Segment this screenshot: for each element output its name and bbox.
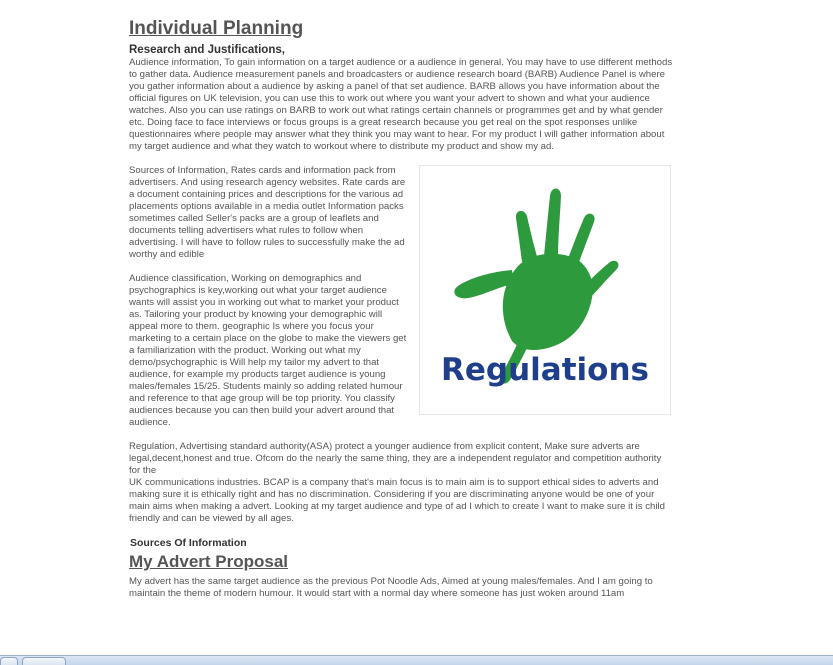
taskbar xyxy=(0,655,833,665)
paragraph-regulation-continued: UK communications industries. BCAP is a company that's main focus is to main aim is to support ethical sides to adverts and making sure it is ethically right and has no discrimination. Considering if you are discriminating anyone would be one of your main aims when making a advert. Looking at my target audience and type of ad I which to create I want to make sure it is child friendly and can be viewed by all ages. xyxy=(129,477,665,524)
section-title-research: Research and Justifications, xyxy=(129,44,285,56)
paragraph-audience-information: Audience information, To gain information on a target audience or a audience in general. You may have to use different methods to gather data. Audience measurement panels and broadcasters or audience research board (BARB) Audience Panel is where you gather information about a audience by asking a panel of that set audience. BARB allows you have information about the official figures on UK television, you can use this to work out where you want your advert to shown and what your audience watches. Also you can use ratings on BARB to work out what ratings certain channels or programmes get and by what gender etc. Doing face to face interviews or focus groups is a great research because you get real on the spot responses unlike questionnaires where people may answer what they think you may want to hear. For my product I will gather information about my target audience and what they watch to workout where to distribute my product and show my ad. xyxy=(129,57,673,152)
sources-heading: Sources Of Information xyxy=(130,537,247,549)
page-title: Individual Planning xyxy=(129,18,304,39)
paragraph-regulation: Regulation, Advertising standard authority(ASA) protect a younger audience from explicit content, Make sure adverts are legal,decent,honest and true. Ofcom do the nearly the same thing, they are a independent regulator and competition authority for the xyxy=(129,441,662,476)
paragraph-proposal: My advert has the same target audience as the previous Pot Noodle Ads, Aimed at young males/females. And I am going to maintain the theme of modern humour. It would start with a normal day where someone has just woken around 11am xyxy=(129,576,653,599)
document-content xyxy=(129,18,674,612)
taskbar-app-button[interactable] xyxy=(22,657,66,665)
paragraph-sources: Sources of Information, Rates cards and information pack from advertisers. And using research agency websites. Rate cards are a document containing prices and descriptions for the various ad placements options available in a media outlet Information packs sometimes called Seller's packs are a group of leaflets and documents telling advertisers what rules to follow when advertising. I will have to follow rules to successfully make the ad worthy and edible xyxy=(129,165,406,260)
paragraph-classification: Audience classification, Working on demographics and psychographics is key,working out what your target audience wants will assist you in working out what to market your product as. Tailoring your product by knowing your demographic will appeal more to them. geographic Is where you focus your marketing to a certain place on the globe to make the viewers get a familiarization with the product. Working out what my demo/psychographic is Will help my tailor my advert to that audience, for example my products target audience is young males/females 15/25. Students mainly so adding related humour and reference to that age group will be top priority. You classify audiences because you can then build your advert around that audience. xyxy=(129,273,407,428)
start-button[interactable] xyxy=(0,657,18,665)
regulations-caption: Regulations xyxy=(441,352,649,388)
advert-proposal-heading: My Advert Proposal xyxy=(129,552,289,571)
hand-print-icon xyxy=(420,166,670,414)
regulations-image xyxy=(419,165,671,415)
